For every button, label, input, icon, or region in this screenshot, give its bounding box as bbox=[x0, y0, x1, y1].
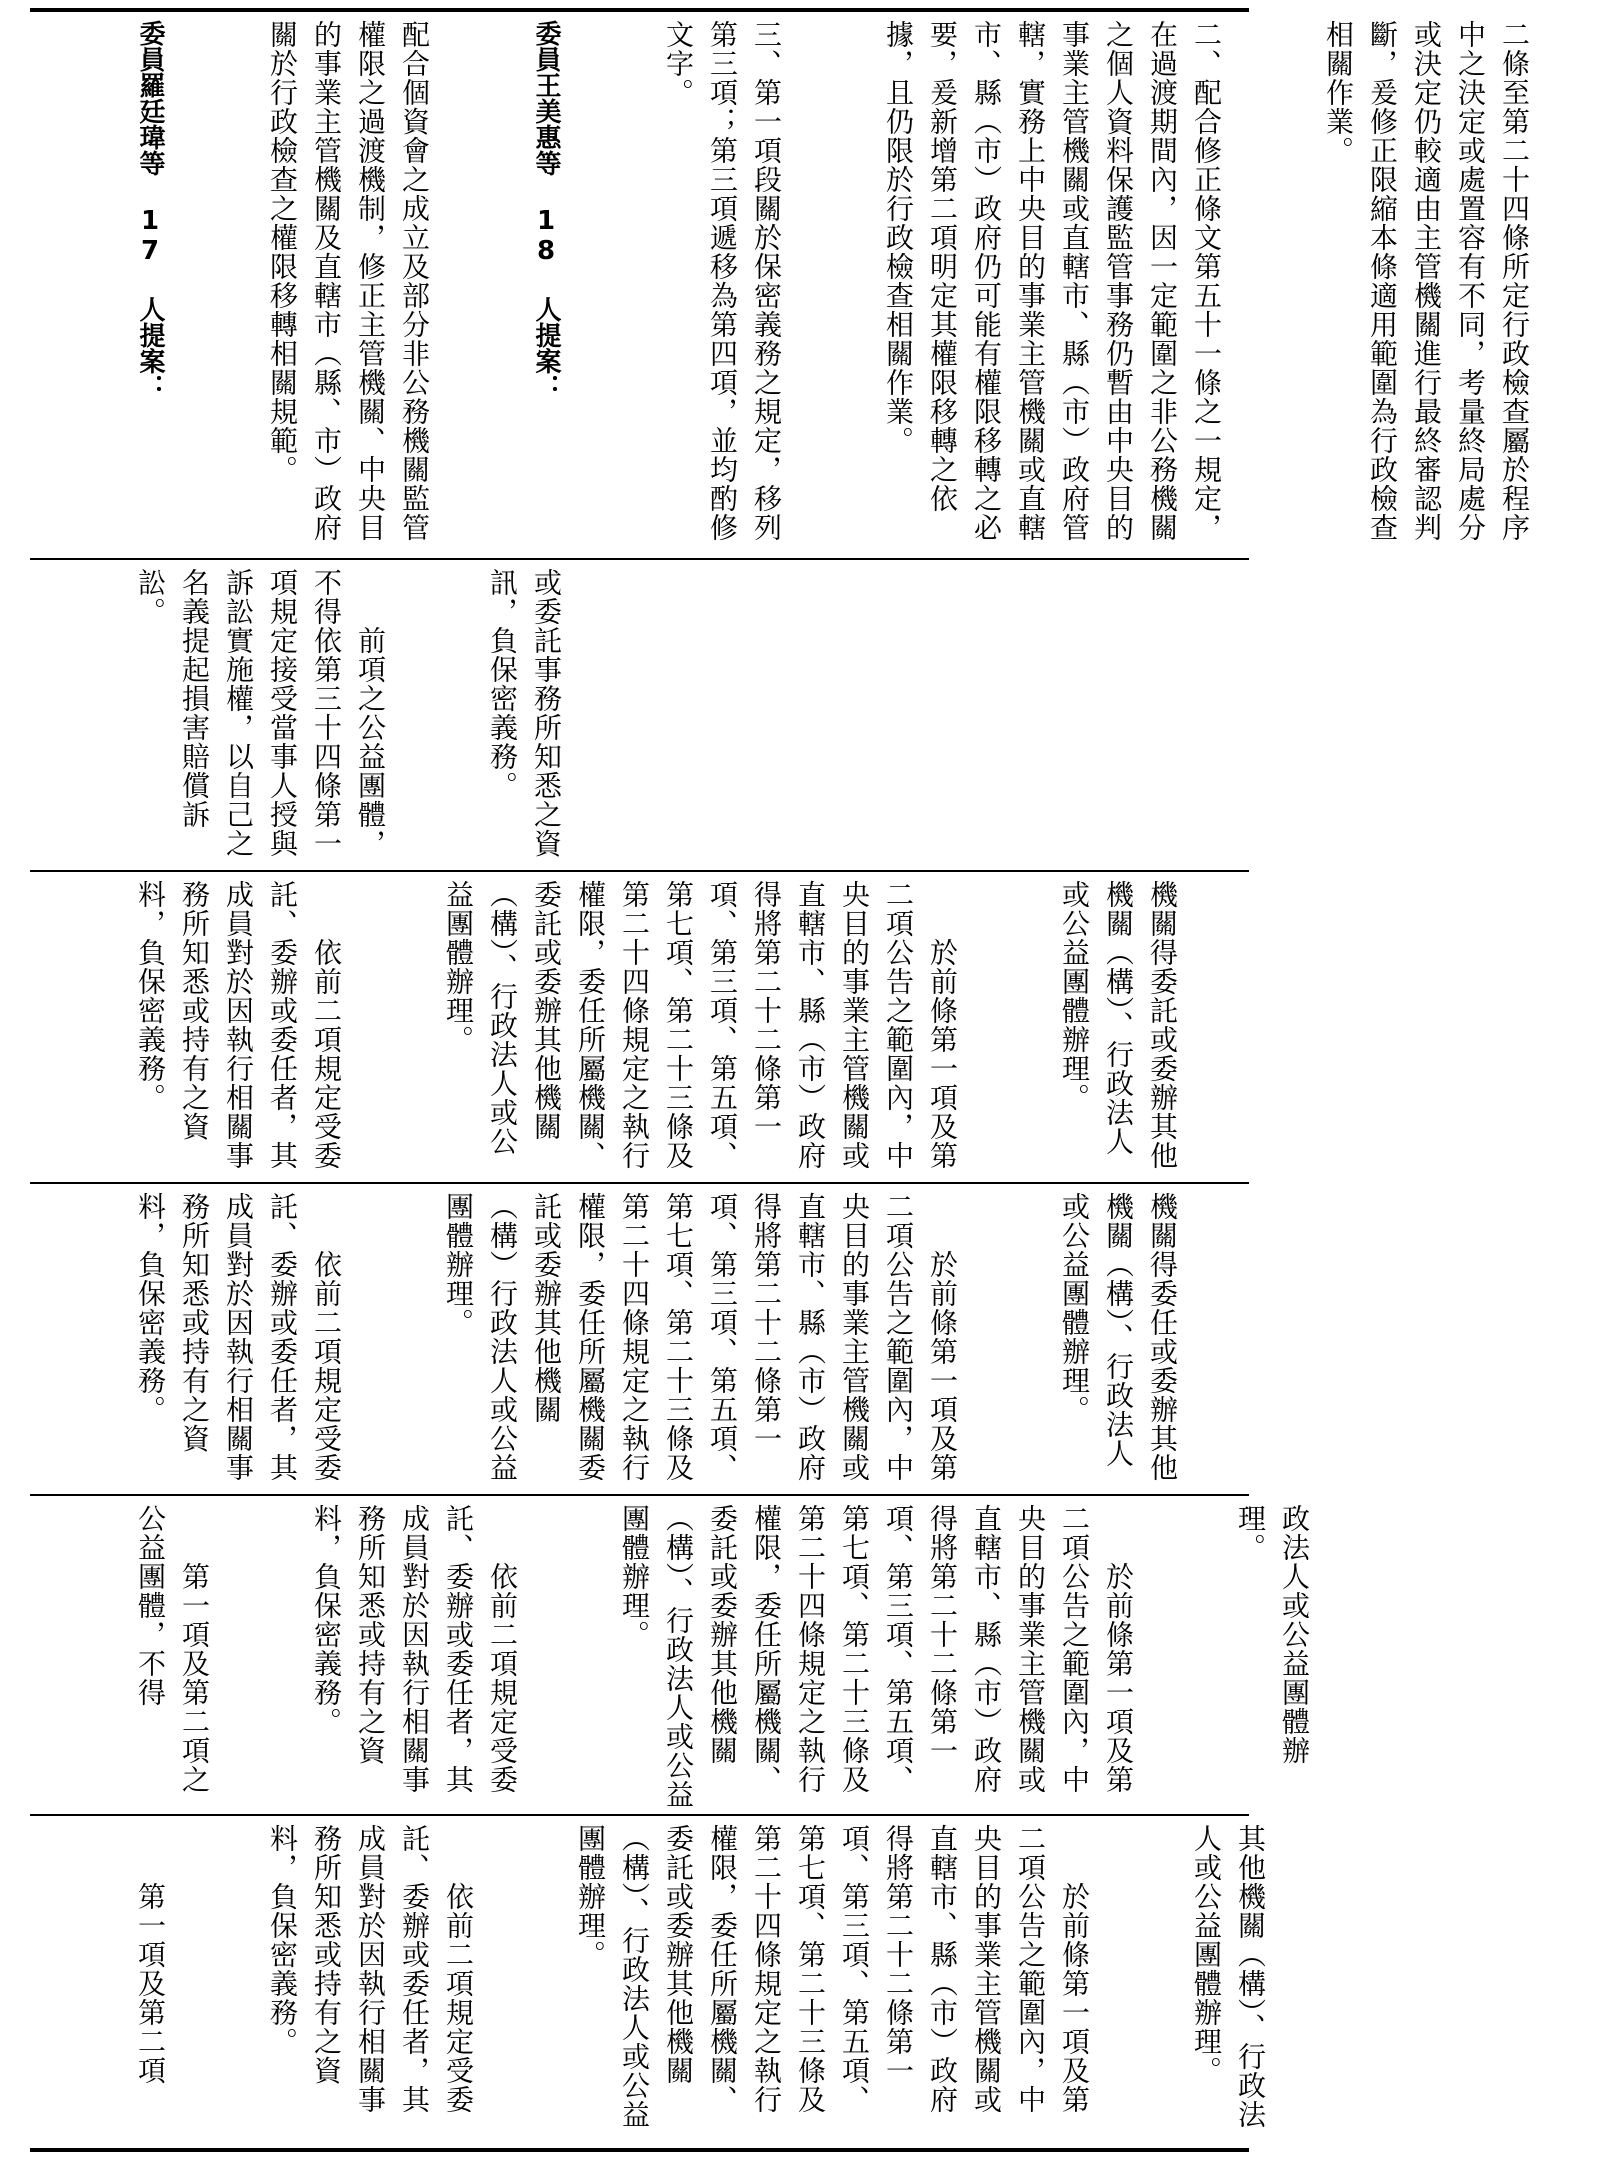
paragraph: 二、配合修正條文第五十一條之一規定，在過渡期間內，因一定範圍之非公務機關之個人資料保護監管事務仍暫由中央目的事業主管機關或直轄市、縣（市）政府管轄，實務上中央目的事業主管機關或直轄市、縣（市）政府仍可能有權限移轉之必要，爰新增第二項明定其權限移轉之依據，且仍限於行政檢查相關作業。 bbox=[882, 20, 1223, 542]
paragraph: 依前二項規定受委託、委辦或委任者，其成員對於因執行相關事務所知悉或持有之資料，負保密義務。 bbox=[134, 880, 343, 1170]
paragraph: 機關得委託或委辦其他機關（構）、行政法人或公益團體辦理。 bbox=[1058, 880, 1179, 1170]
article-text bbox=[40, 1504, 1404, 1812]
column-divider bbox=[30, 1182, 1249, 1184]
paragraph: 第一項及第二項 bbox=[134, 1824, 167, 2085]
paragraph: 於前條第一項及第二項公告之範圍內，中央目的事業主管機關或直轄市、縣（市）政府得將第二十二條第一項、第三項、第五項、第七項、第二十三條及第二十四條規定之執行權限，委任所屬機關、委託或委辦其他機關（構）、行政法人或公益團體辦理。 bbox=[442, 880, 959, 1170]
article-panel bbox=[40, 1824, 1267, 2142]
column-divider bbox=[30, 1494, 1249, 1496]
article-text bbox=[40, 880, 1272, 1180]
explanation-text bbox=[40, 20, 1624, 556]
article-text bbox=[40, 1192, 1272, 1492]
bottom-rule bbox=[30, 2148, 1249, 2152]
explanation-panel bbox=[40, 20, 1531, 556]
article-panel bbox=[40, 1504, 1311, 1812]
article-panel bbox=[40, 568, 1240, 868]
proposal-heading: 委員王美惠等 18 人提案： bbox=[531, 20, 561, 400]
top-rule bbox=[30, 8, 1249, 12]
paragraph: 第一項及第二項之公益團體，不得 bbox=[134, 1504, 211, 1794]
paragraph: 依前二項規定受委託、委辦或委任者，其成員對於因執行相關事務所知悉或持有之資料，負保密義務。 bbox=[134, 1192, 343, 1482]
paragraph: 前項之公益團體，不得依第三十四條第一項規定接受當事人授與訴訟實施權，以自己之名義提起損害賠償訴訟。 bbox=[134, 568, 387, 858]
article-panel bbox=[40, 880, 1240, 1180]
column-divider bbox=[30, 1814, 1249, 1816]
column-divider bbox=[30, 558, 1249, 560]
paragraph: 依前二項規定受委託、委辦或委任者，其成員對於因執行相關事務所知悉或持有之資料，負保密義務。 bbox=[310, 1504, 519, 1794]
paragraph: 其他機關（構）、行政法人或公益團體辦理。 bbox=[1190, 1824, 1267, 2129]
paragraph: 二條至第二十四條所定行政檢查屬於程序中之決定或處置容有不同，考量終局處分或決定仍較適由主管機關進行最終審認判斷，爰修正限縮本條適用範圍為行政檢查相關作業。 bbox=[1322, 20, 1531, 542]
paragraph: 於前條第一項及第二項公告之範圍內，中央目的事業主管機關或直轄市、縣（市）政府得將第二十二條第一項、第三項、第五項、第七項、第二十三條及第二十四條規定之執行權限，委任所屬機關委託或委辦其他機關（構）行政法人或公益團體辦理。 bbox=[442, 1192, 959, 1482]
paragraph: 機關得委任或委辦其他機關（構）、行政法人或公益團體辦理。 bbox=[1058, 1192, 1179, 1482]
paragraph: 三、第一項段關於保密義務之規定，移列第三項；第三項遞移為第四項，並均酌修文字。 bbox=[662, 20, 783, 542]
article-text bbox=[40, 1824, 1360, 2142]
paragraph: 依前二項規定受委託、委辦或委任者，其成員對於因執行相關事務所知悉或持有之資料，負保密義務。 bbox=[266, 1824, 475, 2114]
column-divider bbox=[30, 870, 1249, 872]
article-panel bbox=[40, 1192, 1240, 1492]
paragraph: 政法人或公益團體辦理。 bbox=[1234, 1504, 1311, 1765]
paragraph: 於前條第一項及第二項公告之範圍內，中央目的事業主管機關或直轄市、縣（市）政府得將第二十二條第一項、第三項、第五項、第七項、第二十三條及第二十四條規定之執行權限，委任所屬機關、委託或委辦其他機關（構）、行政法人或公益團體辦理。 bbox=[618, 1504, 1135, 1809]
proposal-heading: 委員羅廷瑋等 17 人提案： bbox=[135, 20, 165, 400]
article-text bbox=[40, 568, 656, 868]
paragraph: 配合個資會之成立及部分非公務機關監管權限之過渡機制，修正主管機關、中央目的事業主管機關及直轄市（縣、市）政府關於行政檢查之權限移轉相關規範。 bbox=[266, 20, 431, 542]
paragraph: 或委託事務所知悉之資訊，負保密義務。 bbox=[486, 568, 563, 858]
paragraph: 於前條第一項及第二項公告之範圍內，中央目的事業主管機關或直轄市、縣（市）政府得將第二十二條第一項、第三項、第五項、第七項、第二十三條及第二十四條規定之執行權限，委任所屬機關、委託或委辦其他機關（構）、行政法人或公益團體辦理。 bbox=[574, 1824, 1091, 2129]
